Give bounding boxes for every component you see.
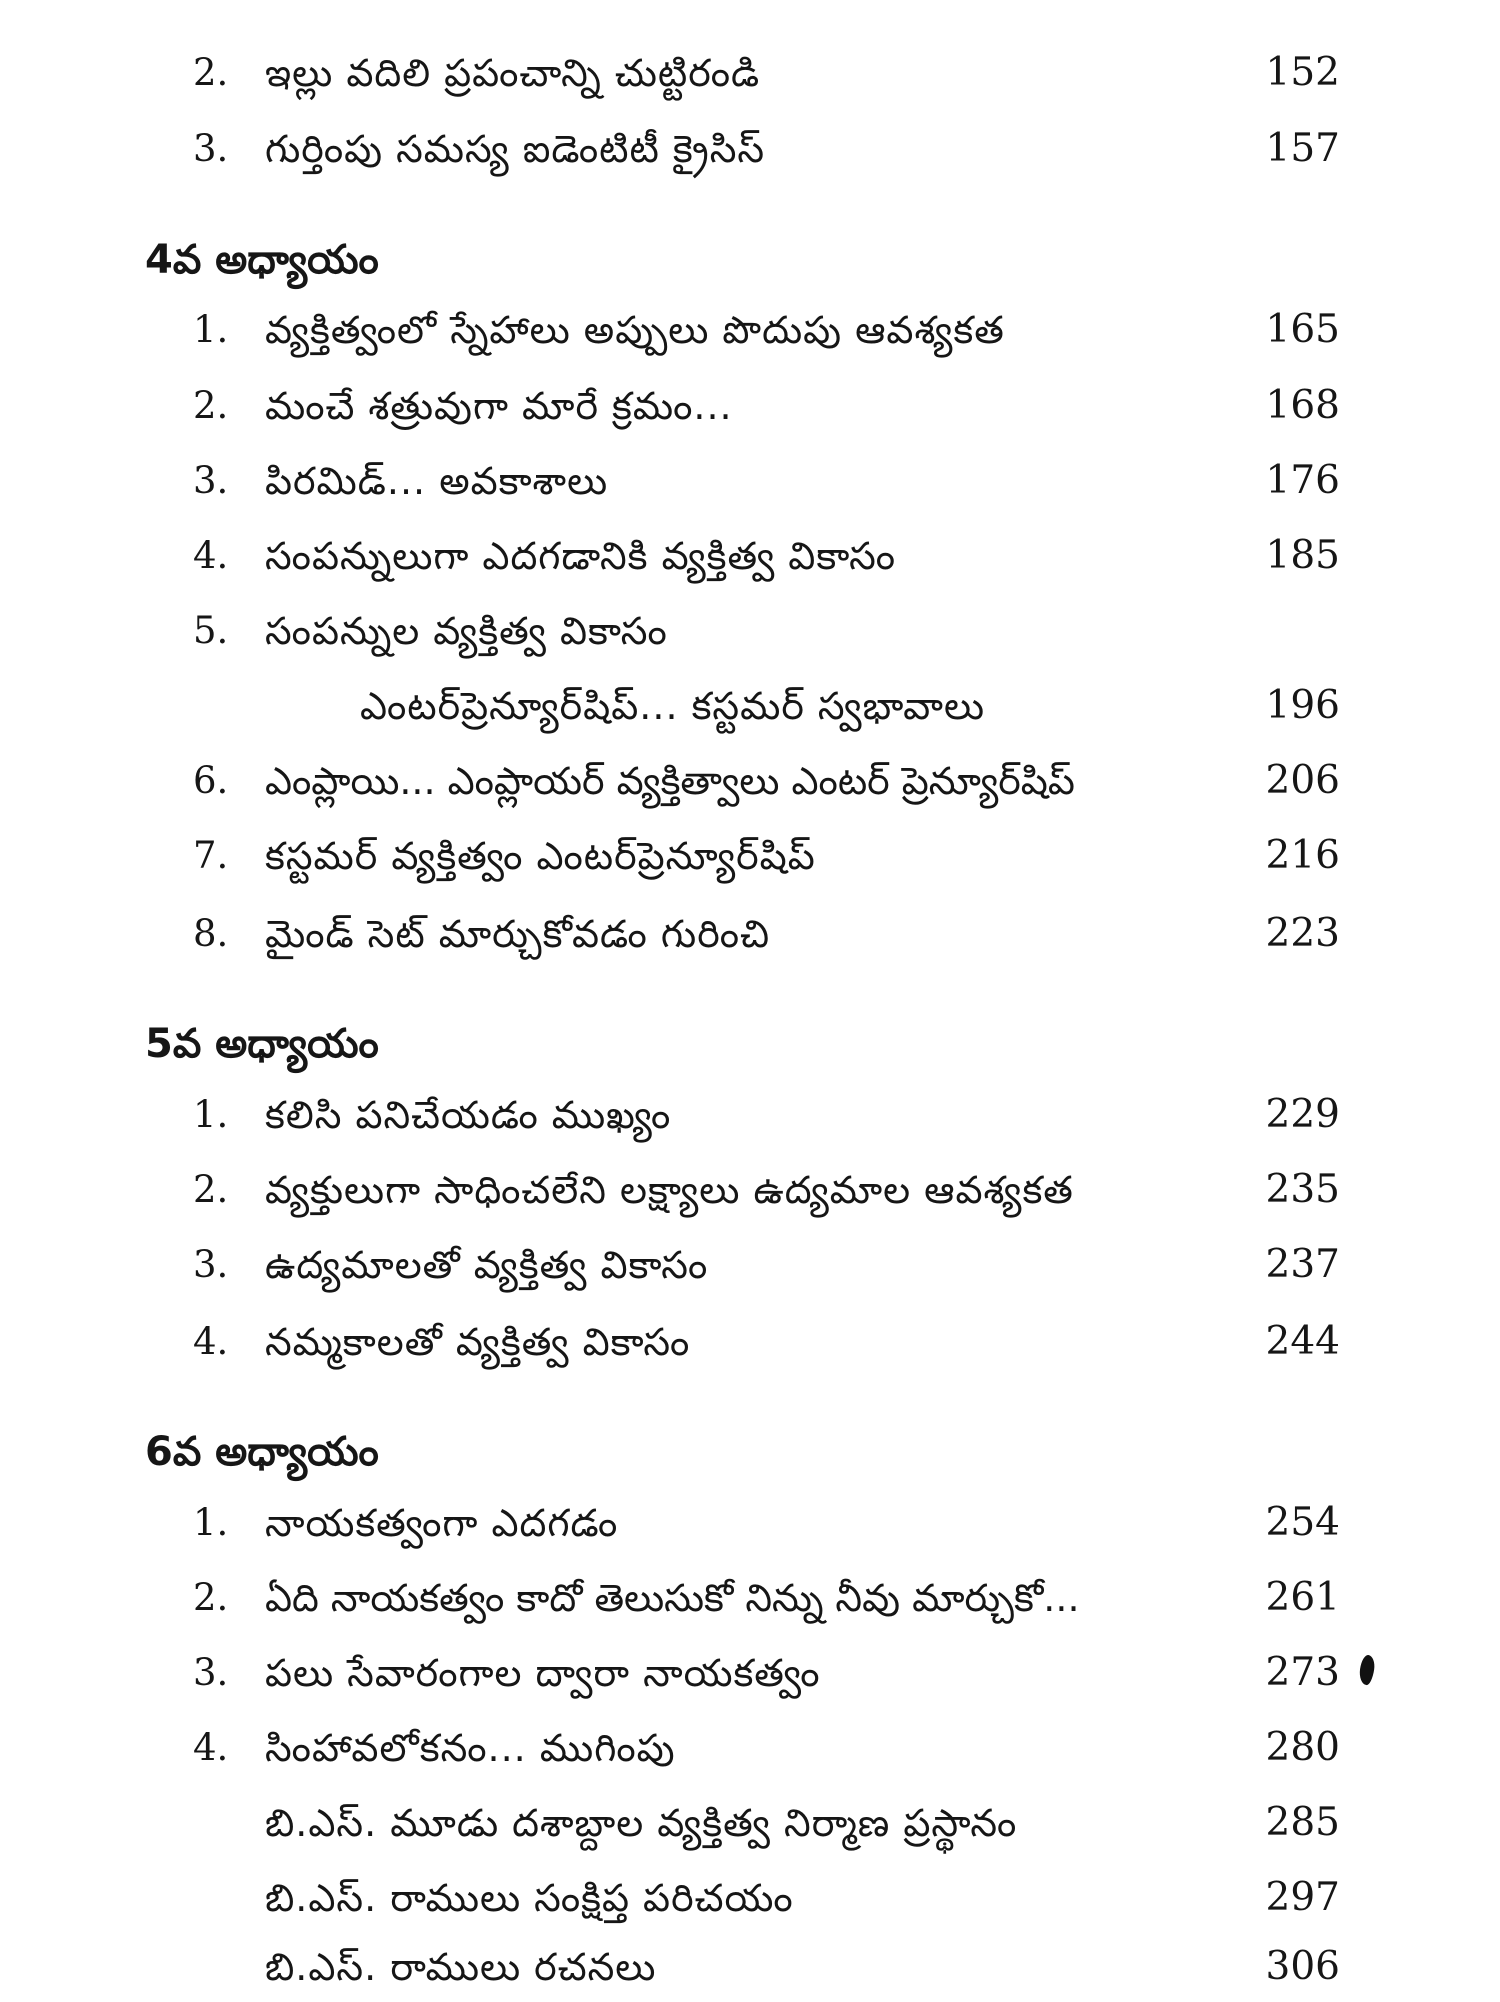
entry-title: వ్యక్తులుగా సాధించలేని లక్ష్యాలు ఉద్యమాల ఆవశ్యకత (265, 1168, 1074, 1212)
entry-title: నాయకత్వంగా ఎదగడం (265, 1501, 619, 1545)
toc-entry (0, 1863, 1500, 1933)
entry-number: 1. (193, 1093, 229, 1136)
entry-title: ఏది నాయకత్వం కాదో తెలుసుకో నిన్ను నీవు మార్చుకో... (265, 1576, 1080, 1620)
entry-number: 3. (193, 1243, 229, 1286)
entry-page-number: 273 (1265, 1650, 1340, 1695)
entry-number: 4. (193, 534, 229, 577)
toc-entry (0, 371, 1500, 441)
entry-number: 8. (193, 912, 229, 955)
entry-page-number: 223 (1265, 911, 1340, 956)
entry-number: 1. (193, 308, 229, 351)
toc-entry (0, 596, 1500, 666)
entry-page-number: 157 (1265, 126, 1340, 171)
entry-page-number: 261 (1265, 1575, 1340, 1620)
toc-entry (0, 899, 1500, 969)
toc-entry (0, 1155, 1500, 1225)
toc-entry (0, 1230, 1500, 1300)
entry-title: ఇల్లు వదిలి ప్రపంచాన్ని చుట్టిరండి (265, 51, 761, 95)
entry-page-number: 285 (1265, 1800, 1340, 1845)
toc-entry (0, 446, 1500, 516)
entry-number: 2. (193, 51, 229, 94)
entry-title: ఎంటర్‌ప్రెన్యూర్‌షిప్... కస్టమర్ స్వభావాలు (360, 684, 986, 728)
entry-page-number: 185 (1265, 533, 1340, 578)
chapter-heading (0, 225, 1500, 295)
entry-title: బి.ఎస్. రాములు సంక్షిప్త పరిచయం (265, 1876, 794, 1920)
toc-entry (0, 1563, 1500, 1633)
entry-number: 4. (193, 1726, 229, 1769)
entry-page-number: 176 (1265, 458, 1340, 503)
toc-entry (0, 1788, 1500, 1858)
entry-title: కలిసి పనిచేయడం ముఖ్యం (265, 1093, 672, 1137)
entry-number: 2. (193, 384, 229, 427)
chapter-5-heading: 5వ అధ్యాయం (145, 1021, 379, 1067)
entry-title: పిరమిడ్... అవకాశాలు (265, 459, 609, 503)
entry-title: నమ్మకాలతో వ్యక్తిత్వ వికాసం (265, 1320, 691, 1364)
entry-number: 5. (193, 609, 229, 652)
toc-entry (0, 1080, 1500, 1150)
entry-title: పలు సేవారంగాల ద్వారా నాయకత్వం (265, 1651, 821, 1695)
toc-entry (0, 746, 1500, 816)
toc-entry (0, 671, 1500, 741)
entry-title: మైండ్ సెట్ మార్చుకోవడం గురించి (265, 912, 771, 956)
entry-page-number: 235 (1265, 1167, 1340, 1212)
toc-entry (0, 38, 1500, 108)
entry-number: 7. (193, 834, 229, 877)
chapter-heading (0, 1009, 1500, 1079)
entry-page-number: 152 (1265, 50, 1340, 95)
entry-title: సంపన్నుల వ్యక్తిత్వ వికాసం (265, 609, 668, 653)
entry-number: 3. (193, 459, 229, 502)
toc-entry (0, 1713, 1500, 1783)
entry-title: సంపన్నులుగా ఎదగడానికి వ్యక్తిత్వ వికాసం (265, 534, 897, 578)
entry-page-number: 280 (1265, 1725, 1340, 1770)
entry-page-number: 244 (1265, 1319, 1340, 1364)
toc-entry (0, 114, 1500, 184)
chapter-heading (0, 1417, 1500, 1487)
entry-page-number: 306 (1265, 1944, 1340, 1989)
entry-page-number: 165 (1265, 307, 1340, 352)
entry-number: 2. (193, 1576, 229, 1619)
entry-number: 3. (193, 127, 229, 170)
entry-title: ఎంప్లాయి... ఎంప్లాయర్ వ్యక్తిత్వాలు ఎంటర్ ప్రెన్యూర్‌షిప్ (265, 759, 1075, 803)
entry-page-number: 206 (1265, 758, 1340, 803)
toc-entry (0, 821, 1500, 891)
entry-page-number: 297 (1265, 1875, 1340, 1920)
entry-number: 3. (193, 1651, 229, 1694)
entry-number: 4. (193, 1320, 229, 1363)
entry-title: గుర్తింపు సమస్య ఐడెంటిటీ క్రైసిస్ (265, 127, 766, 171)
entry-title: సింహావలోకనం... ముగింపు (265, 1726, 676, 1770)
entry-page-number: 229 (1265, 1092, 1340, 1137)
entry-title: కస్టమర్ వ్యక్తిత్వం ఎంటర్‌ప్రెన్యూర్‌షిప్ (265, 834, 816, 878)
entry-number: 2. (193, 1168, 229, 1211)
entry-number: 1. (193, 1501, 229, 1544)
entry-title: మంచే శత్రువుగా మారే క్రమం... (265, 384, 733, 428)
entry-title: ఉద్యమాలతో వ్యక్తిత్వ వికాసం (265, 1243, 709, 1287)
toc-entry (0, 521, 1500, 591)
entry-page-number: 168 (1265, 383, 1340, 428)
entry-number: 6. (193, 759, 229, 802)
entry-page-number: 254 (1265, 1500, 1340, 1545)
entry-title: వ్యక్తిత్వంలో స్నేహాలు అప్పులు పొదుపు ఆవశ్యకత (265, 308, 1005, 352)
toc-entry (0, 1488, 1500, 1558)
entry-page-number: 216 (1265, 833, 1340, 878)
chapter-4-heading: 4వ అధ్యాయం (145, 237, 379, 283)
toc-entry (0, 1307, 1500, 1377)
toc-entry (0, 1638, 1500, 1708)
chapter-6-heading: 6వ అధ్యాయం (145, 1429, 379, 1475)
entry-page-number: 196 (1265, 683, 1340, 728)
toc-entry (0, 1932, 1500, 2002)
entry-page-number: 237 (1265, 1242, 1340, 1287)
toc-entry (0, 295, 1500, 365)
entry-title: బి.ఎస్. మూడు దశాబ్దాల వ్యక్తిత్వ నిర్మాణ ప్రస్థానం (265, 1801, 1018, 1845)
entry-title: బి.ఎస్. రాములు రచనలు (265, 1945, 657, 1989)
